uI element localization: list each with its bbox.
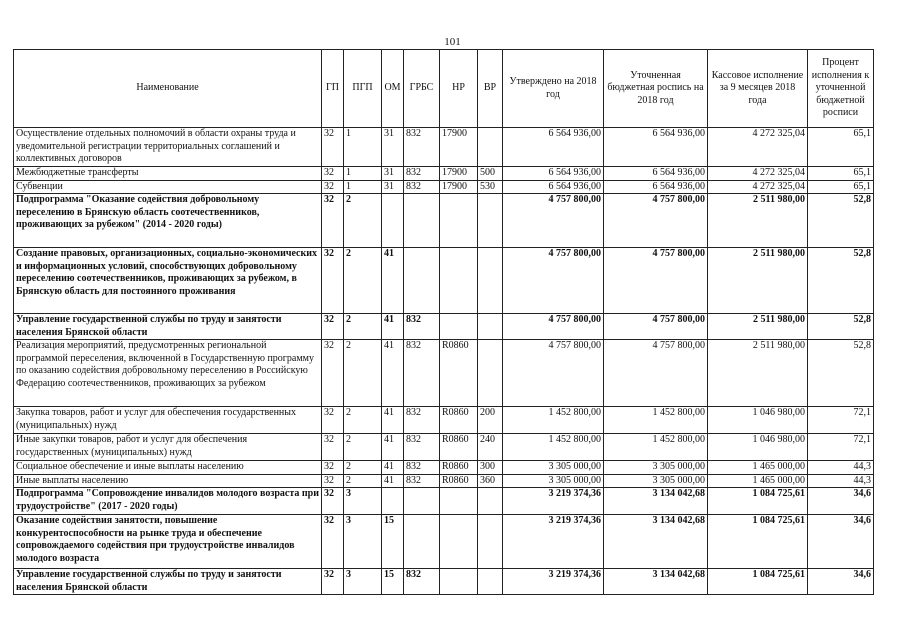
cell-nr: R0860 [440, 461, 478, 475]
table-row [14, 248, 874, 314]
cell-approved: 4 757 800,00 [503, 340, 604, 407]
cell-revised: 4 757 800,00 [604, 314, 708, 340]
cell-revised: 4 757 800,00 [604, 340, 708, 407]
page-number: 101 [444, 36, 461, 48]
cell-cash: 2 511 980,00 [708, 194, 808, 248]
cell-percent: 72,1 [808, 407, 874, 434]
cell-approved: 1 452 800,00 [503, 407, 604, 434]
cell-revised: 3 305 000,00 [604, 461, 708, 475]
cell-name: Субвенции [14, 180, 322, 194]
header-cash: Кассовое исполнение за 9 месяцев 2018 года [708, 50, 808, 128]
cell-name: Создание правовых, организационных, социально-экономических и информационных условий, способствующих добровольному переселению соотечественников, проживающих за рубежом, в Брянскую область для постоянного проживания [14, 248, 322, 314]
header-pgp: ПГП [344, 50, 382, 128]
header-om: ОМ [382, 50, 404, 128]
cell-name: Управление государственной службы по труду и занятости населения Брянской области [14, 569, 322, 595]
cell-revised: 3 134 042,68 [604, 488, 708, 515]
cell-vr: 200 [478, 407, 503, 434]
cell-pgp: 2 [344, 434, 382, 461]
cell-om [382, 488, 404, 515]
cell-cash: 2 511 980,00 [708, 248, 808, 314]
cell-pgp: 2 [344, 461, 382, 475]
cell-revised: 4 757 800,00 [604, 248, 708, 314]
cell-grbs: 832 [404, 167, 440, 181]
cell-vr: 360 [478, 474, 503, 488]
cell-gp: 32 [322, 248, 344, 314]
cell-vr: 300 [478, 461, 503, 475]
cell-percent: 52,8 [808, 340, 874, 407]
cell-cash: 1 046 980,00 [708, 434, 808, 461]
cell-grbs: 832 [404, 407, 440, 434]
cell-grbs: 832 [404, 340, 440, 407]
cell-cash: 1 084 725,61 [708, 569, 808, 595]
cell-pgp: 3 [344, 515, 382, 569]
cell-percent: 65,1 [808, 180, 874, 194]
cell-revised: 1 452 800,00 [604, 407, 708, 434]
cell-name: Закупка товаров, работ и услуг для обеспечения государственных (муниципальных) нужд [14, 407, 322, 434]
cell-gp: 32 [322, 461, 344, 475]
cell-om: 41 [382, 314, 404, 340]
cell-pgp: 1 [344, 128, 382, 167]
cell-percent: 52,8 [808, 248, 874, 314]
cell-nr [440, 569, 478, 595]
table-body [14, 128, 874, 595]
cell-approved: 1 452 800,00 [503, 434, 604, 461]
cell-om: 41 [382, 461, 404, 475]
cell-cash: 4 272 325,04 [708, 128, 808, 167]
cell-approved: 6 564 936,00 [503, 128, 604, 167]
cell-name: Подпрограмма "Оказание содействия добровольному переселению в Брянскую область соотечественников, проживающих за рубежом" (2014 - 2020 годы) [14, 194, 322, 248]
cell-pgp: 3 [344, 488, 382, 515]
cell-percent: 34,6 [808, 488, 874, 515]
cell-gp: 32 [322, 569, 344, 595]
cell-percent: 65,1 [808, 128, 874, 167]
cell-grbs: 832 [404, 474, 440, 488]
cell-nr: R0860 [440, 407, 478, 434]
cell-approved: 6 564 936,00 [503, 167, 604, 181]
cell-name: Межбюджетные трансферты [14, 167, 322, 181]
cell-cash: 2 511 980,00 [708, 340, 808, 407]
cell-gp: 32 [322, 434, 344, 461]
cell-pgp: 2 [344, 340, 382, 407]
cell-pgp: 1 [344, 180, 382, 194]
cell-gp: 32 [322, 167, 344, 181]
cell-name: Осуществление отдельных полномочий в области охраны труда и уведомительной регистрации территориальных соглашений и коллективных договоров [14, 128, 322, 167]
cell-revised: 3 134 042,68 [604, 569, 708, 595]
cell-cash: 1 084 725,61 [708, 488, 808, 515]
header-approved: Утверждено на 2018 год [503, 50, 604, 128]
cell-gp: 32 [322, 314, 344, 340]
cell-nr: 17900 [440, 128, 478, 167]
cell-percent: 34,6 [808, 515, 874, 569]
cell-percent: 34,6 [808, 569, 874, 595]
cell-nr [440, 194, 478, 248]
cell-pgp: 2 [344, 314, 382, 340]
cell-approved: 4 757 800,00 [503, 194, 604, 248]
cell-grbs: 832 [404, 434, 440, 461]
cell-approved: 4 757 800,00 [503, 314, 604, 340]
cell-percent: 44,3 [808, 474, 874, 488]
cell-name: Оказание содействия занятости, повышение конкурентоспособности на рынке труда и обеспечение сопровождаемого содействия при трудоустройстве инвалидов молодого возраста [14, 515, 322, 569]
cell-revised: 6 564 936,00 [604, 167, 708, 181]
table-row [14, 569, 874, 595]
table-header-row [14, 50, 874, 128]
table-row [14, 461, 874, 475]
cell-pgp: 2 [344, 474, 382, 488]
cell-gp: 32 [322, 180, 344, 194]
cell-om: 31 [382, 180, 404, 194]
cell-pgp: 1 [344, 167, 382, 181]
cell-nr: R0860 [440, 434, 478, 461]
header-nr: НР [440, 50, 478, 128]
cell-om: 41 [382, 248, 404, 314]
table-row [14, 488, 874, 515]
cell-approved: 3 219 374,36 [503, 488, 604, 515]
header-name: Наименование [14, 50, 322, 128]
cell-grbs [404, 488, 440, 515]
cell-nr: 17900 [440, 167, 478, 181]
cell-om: 41 [382, 340, 404, 407]
table-row [14, 314, 874, 340]
cell-grbs: 832 [404, 128, 440, 167]
cell-grbs [404, 248, 440, 314]
cell-percent: 65,1 [808, 167, 874, 181]
cell-approved: 3 305 000,00 [503, 474, 604, 488]
cell-om: 41 [382, 407, 404, 434]
cell-percent: 72,1 [808, 434, 874, 461]
cell-name: Реализация мероприятий, предусмотренных региональной программой переселения, включенной в Государственную программу по оказанию содействия добровольному переселению в Российскую Федерацию соотечественников, проживающих за рубежом [14, 340, 322, 407]
cell-nr [440, 314, 478, 340]
cell-pgp: 3 [344, 569, 382, 595]
cell-cash: 1 465 000,00 [708, 461, 808, 475]
cell-om: 31 [382, 128, 404, 167]
cell-nr: R0860 [440, 474, 478, 488]
cell-pgp: 2 [344, 194, 382, 248]
cell-gp: 32 [322, 515, 344, 569]
cell-vr [478, 340, 503, 407]
cell-revised: 4 757 800,00 [604, 194, 708, 248]
cell-nr: 17900 [440, 180, 478, 194]
cell-gp: 32 [322, 474, 344, 488]
cell-revised: 3 134 042,68 [604, 515, 708, 569]
table-row [14, 340, 874, 407]
cell-pgp: 2 [344, 407, 382, 434]
cell-cash: 1 084 725,61 [708, 515, 808, 569]
cell-gp: 32 [322, 488, 344, 515]
cell-vr [478, 569, 503, 595]
cell-om: 41 [382, 434, 404, 461]
cell-vr: 240 [478, 434, 503, 461]
cell-vr [478, 314, 503, 340]
cell-grbs: 832 [404, 461, 440, 475]
cell-om: 31 [382, 167, 404, 181]
table-row [14, 167, 874, 181]
header-vr: ВР [478, 50, 503, 128]
table-row [14, 515, 874, 569]
cell-percent: 52,8 [808, 194, 874, 248]
cell-vr: 530 [478, 180, 503, 194]
cell-approved: 3 305 000,00 [503, 461, 604, 475]
cell-om [382, 194, 404, 248]
cell-cash: 1 465 000,00 [708, 474, 808, 488]
cell-revised: 1 452 800,00 [604, 434, 708, 461]
table-row [14, 128, 874, 167]
cell-vr [478, 248, 503, 314]
cell-percent: 44,3 [808, 461, 874, 475]
cell-approved: 6 564 936,00 [503, 180, 604, 194]
cell-name: Управление государственной службы по труду и занятости населения Брянской области [14, 314, 322, 340]
cell-gp: 32 [322, 340, 344, 407]
cell-vr [478, 194, 503, 248]
cell-percent: 52,8 [808, 314, 874, 340]
cell-cash: 4 272 325,04 [708, 167, 808, 181]
cell-name: Социальное обеспечение и иные выплаты населению [14, 461, 322, 475]
cell-name: Подпрограмма "Сопровождение инвалидов молодого возраста при трудоустройстве" (2017 - 2020 годы) [14, 488, 322, 515]
header-grbs: ГРБС [404, 50, 440, 128]
table-row [14, 434, 874, 461]
cell-nr [440, 515, 478, 569]
cell-vr [478, 488, 503, 515]
cell-revised: 3 305 000,00 [604, 474, 708, 488]
cell-grbs: 832 [404, 569, 440, 595]
cell-vr [478, 128, 503, 167]
cell-gp: 32 [322, 407, 344, 434]
header-percent: Процент исполнения к уточненной бюджетной росписи [808, 50, 874, 128]
cell-revised: 6 564 936,00 [604, 180, 708, 194]
table-row [14, 474, 874, 488]
cell-vr [478, 515, 503, 569]
table-row [14, 194, 874, 248]
cell-grbs [404, 194, 440, 248]
header-gp: ГП [322, 50, 344, 128]
cell-grbs [404, 515, 440, 569]
cell-gp: 32 [322, 128, 344, 167]
cell-cash: 4 272 325,04 [708, 180, 808, 194]
cell-revised: 6 564 936,00 [604, 128, 708, 167]
cell-om: 15 [382, 515, 404, 569]
header-revised: Уточненная бюджетная роспись на 2018 год [604, 50, 708, 128]
table-row [14, 180, 874, 194]
cell-grbs: 832 [404, 180, 440, 194]
cell-om: 15 [382, 569, 404, 595]
cell-nr: R0860 [440, 340, 478, 407]
cell-om: 41 [382, 474, 404, 488]
cell-nr [440, 488, 478, 515]
cell-vr: 500 [478, 167, 503, 181]
table-row [14, 407, 874, 434]
cell-pgp: 2 [344, 248, 382, 314]
cell-nr [440, 248, 478, 314]
cell-gp: 32 [322, 194, 344, 248]
cell-grbs: 832 [404, 314, 440, 340]
cell-approved: 3 219 374,36 [503, 515, 604, 569]
cell-approved: 3 219 374,36 [503, 569, 604, 595]
cell-cash: 2 511 980,00 [708, 314, 808, 340]
cell-approved: 4 757 800,00 [503, 248, 604, 314]
cell-name: Иные закупки товаров, работ и услуг для обеспечения государственных (муниципальных) нужд [14, 434, 322, 461]
cell-cash: 1 046 980,00 [708, 407, 808, 434]
budget-table [13, 49, 874, 595]
cell-name: Иные выплаты населению [14, 474, 322, 488]
